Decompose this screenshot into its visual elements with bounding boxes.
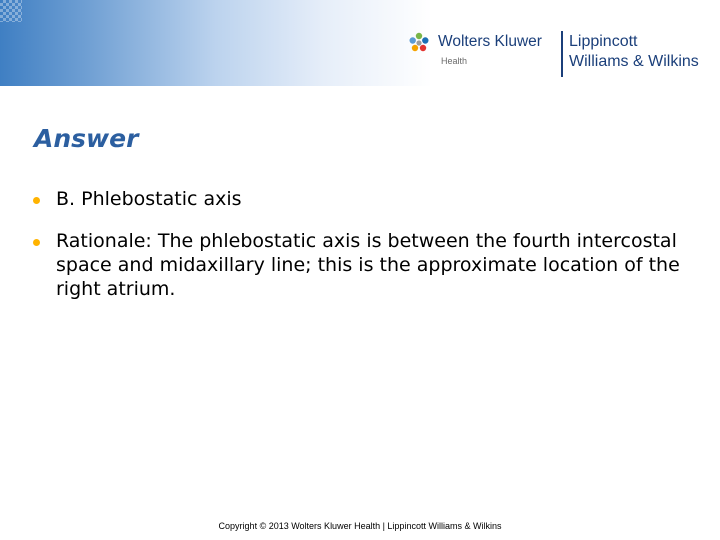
corner-pattern	[0, 0, 22, 22]
logo-company-name: Wolters Kluwer	[438, 33, 542, 50]
bullet-text-answer: B. Phlebostatic axis	[56, 188, 242, 210]
bullet-dot-icon	[33, 197, 40, 204]
slide-title: Answer	[34, 124, 139, 153]
logo-division: Health	[441, 56, 468, 66]
bullet-list	[30, 187, 690, 319]
bullet-dot-icon	[33, 239, 40, 246]
bullet-item-rationale	[30, 229, 690, 301]
logo-divider	[561, 31, 563, 77]
publisher-logo	[408, 30, 720, 78]
bullet-item-answer	[30, 187, 690, 211]
logo-imprint-line1: Lippincott	[569, 33, 638, 50]
bullet-text-rationale: Rationale: The phlebostatic axis is between the fourth intercostal space and midaxillary line; this is the approximate location of the right atrium.	[56, 230, 680, 300]
wolters-kluwer-logo-icon	[408, 32, 430, 54]
copyright-footer: Copyright © 2013 Wolters Kluwer Health | Lippincott Williams & Wilkins	[218, 521, 502, 531]
logo-imprint-line2: Williams & Wilkins	[569, 53, 699, 70]
